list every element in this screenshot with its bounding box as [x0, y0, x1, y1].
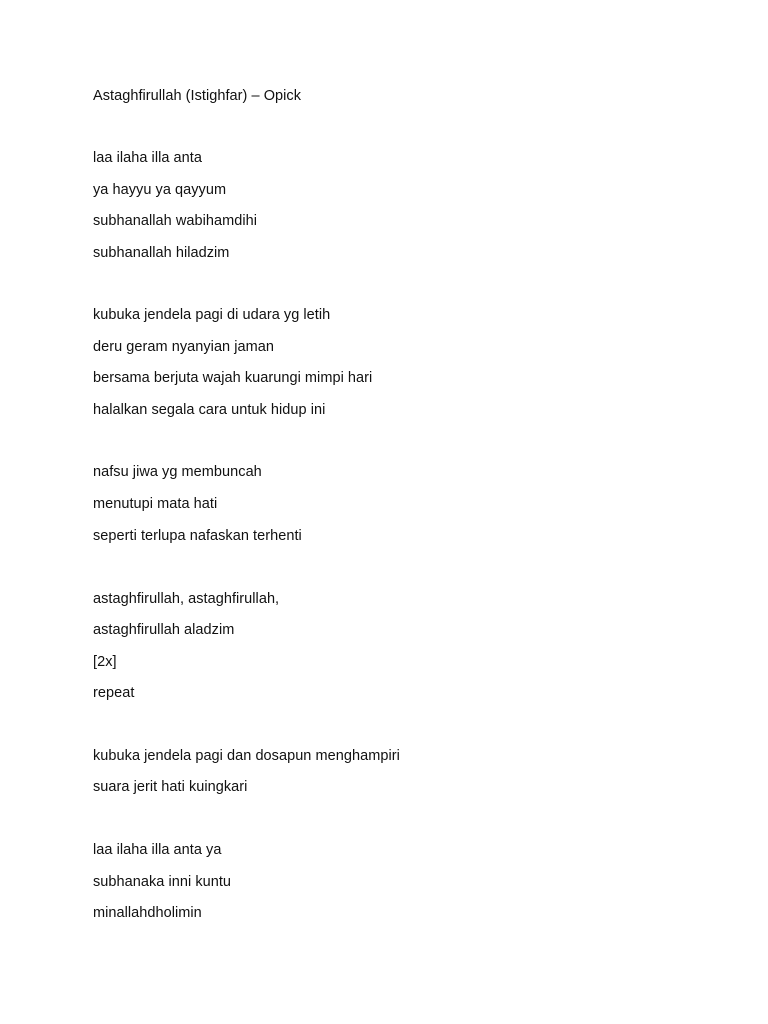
lyric-line: repeat — [93, 685, 135, 701]
lyric-line: subhanallah hiladzim — [93, 245, 230, 261]
lyric-line: kubuka jendela pagi dan dosapun menghampiri — [93, 748, 400, 764]
lyric-line: subhanaka inni kuntu — [93, 874, 232, 890]
lyric-line: halalkan segala cara untuk hidup ini — [93, 402, 326, 418]
lyric-line: kubuka jendela pagi di udara yg letih — [93, 307, 331, 323]
lyric-line: suara jerit hati kuingkari — [93, 779, 248, 795]
lyric-line: seperti terlupa nafaskan terhenti — [93, 528, 302, 544]
lyric-line: bersama berjuta wajah kuarungi mimpi hari — [93, 370, 373, 386]
lyric-line: nafsu jiwa yg membuncah — [93, 464, 262, 480]
lyric-line: minallahdholimin — [93, 905, 202, 921]
lyric-line: [2x] — [93, 654, 117, 670]
lyric-line: laa ilaha illa anta — [93, 150, 202, 166]
lyric-line: menutupi mata hati — [93, 496, 218, 512]
song-title: Astaghfirullah (Istighfar) – Opick — [93, 88, 302, 104]
lyric-line: astaghfirullah aladzim — [93, 622, 235, 638]
lyric-line: laa ilaha illa anta ya — [93, 842, 222, 858]
lyric-line: ya hayyu ya qayyum — [93, 182, 227, 198]
lyric-line: subhanallah wabihamdihi — [93, 213, 257, 229]
lyric-line: astaghfirullah, astaghfirullah, — [93, 591, 280, 607]
lyric-line: deru geram nyanyian jaman — [93, 339, 274, 355]
